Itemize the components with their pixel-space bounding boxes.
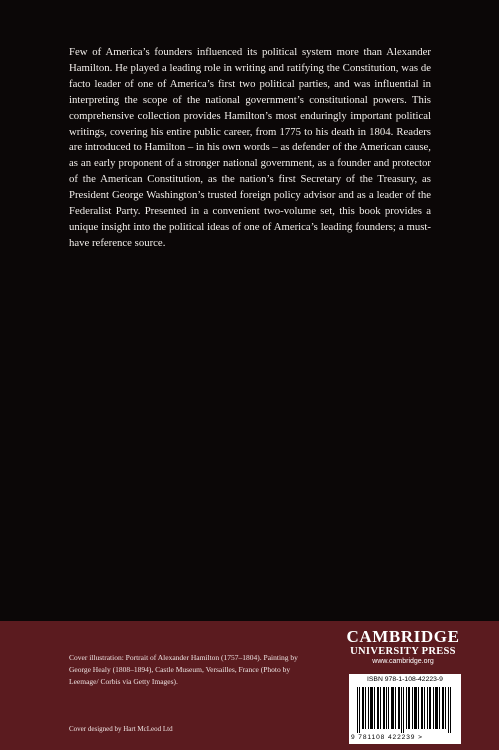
publisher-logo — [343, 628, 463, 666]
publisher-footer-band — [0, 621, 499, 750]
publisher-press: UNIVERSITY PRESS — [350, 646, 456, 657]
publisher-name: CAMBRIDGE — [346, 627, 460, 646]
book-description: Few of America’s founders influenced its political system more than Alexander Hamilton. He played a leading role in writing and ratifying the Constitution, was de facto leader of one of America’s first two political parties, and was influential in interpreting the scope of the national government’s constitutional powers. This comprehensive collection provides Hamilton’s most enduringly important political writings, covering his entire public career, from 1775 to his death in 1804. Readers are introduced to Hamilton – in his own words – as defender of the American cause, as an early proponent of a stronger national government, as a founder and protector of the American Constitution, as the nation’s first Secretary of the Treasury, as President George Washington’s trusted foreign policy advisor and as a leader of the Federalist Party. Presented in a convenient two-volume set, this book provides a unique insight into the political ideas of one of America’s leading founders; a must-have reference source. — [69, 46, 431, 249]
cover-illustration-credit: Cover illustration: Portrait of Alexander Hamilton (1757–1804). Painting by George Healy (1808–1894), Castle Museum, Versailles, France (Photo by Leemage/ Corbis via Getty Images). — [69, 653, 298, 687]
isbn-barcode-box — [349, 674, 461, 744]
barcode-icon — [355, 687, 455, 733]
isbn-label: ISBN 978-1-108-42223-9 — [367, 676, 443, 683]
publisher-url: www.cambridge.org — [372, 658, 434, 665]
barcode-digits: 9 781108 422239 > — [351, 734, 423, 741]
cover-designer-credit: Cover designed by Hart McLeod Ltd — [69, 725, 173, 733]
